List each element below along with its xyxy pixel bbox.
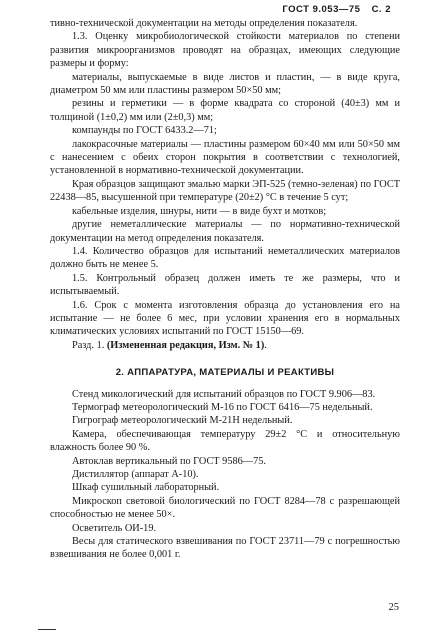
- document-body: [50, 17, 400, 562]
- equipment-item: Гигрограф метеорологический М-21Н недельный.: [72, 415, 293, 427]
- equipment-item: Микроскоп световой биологический по ГОСТ 8284—78 с разрешающей способностью не менее 50×.: [50, 495, 400, 521]
- equipment-item: Автоклав вертикальный по ГОСТ 9586—75.: [72, 455, 266, 467]
- corner-mark: [38, 629, 56, 630]
- equipment-item: Весы для статического взвешивания по ГОСТ 23711—79 с погрешностью взвешивания не более 0,001 г.: [50, 536, 400, 561]
- paragraph: тивно-технической документации на методы определения показателя.: [50, 18, 358, 29]
- section-title: 2. АППАРАТУРА, МАТЕРИАЛЫ И РЕАКТИВЫ: [115, 367, 335, 379]
- paragraph: 1.6. Срок с момента изготовления образца до установления его на испытание — не более 6 мес, при условии хранения его в нормальных климатических условиях испытаний по ГОСТ 15150—69.: [50, 299, 400, 338]
- paragraph: 1.5. Контрольный образец должен иметь те же размеры, что и испытываемый.: [50, 272, 400, 298]
- amendment-bold: (Измененная редакция, Изм. № 1): [106, 339, 265, 351]
- paragraph: Края образцов защищают эмалью марки ЭП-525 (темно-зеленая) по ГОСТ 22438—85, высушенной при температуре (20±2) °С в течение 5 сут;: [50, 178, 400, 204]
- paragraph: 1.3. Оценку микробиологической стойкости материалов по степени развития микроорганизмов проводят на образцах, имеющих следующие размеры и форму:: [50, 31, 400, 70]
- equipment-item: Стенд микологический для испытаний образцов по ГОСТ 9.906—83.: [72, 388, 376, 400]
- standard-number: ГОСТ 9.053—75: [282, 4, 361, 15]
- equipment-item: Термограф метеорологический М-16 по ГОСТ 6416—75 недельный.: [72, 401, 373, 413]
- amendment-prefix: Разд. 1.: [72, 339, 107, 351]
- paragraph: резины и герметики — в форме квадрата со стороной (40±3) мм и толщиной (1±0,2) мм или (2±0,3) мм;: [50, 98, 400, 123]
- paragraph: 1.4. Количество образцов для испытаний неметаллических материалов должно быть не менее 5.: [50, 245, 400, 271]
- paragraph: другие неметаллические материалы — по нормативно-технической документации на метод определения показателя.: [50, 219, 400, 244]
- paragraph: кабельные изделия, шнуры, нити — в виде бухт и мотков;: [72, 205, 327, 217]
- paragraph: материалы, выпускаемые в виде листов и пластин, — в виде круга, диаметром 50 мм или пластины размером 50×50 мм;: [50, 71, 400, 97]
- equipment-item: Камера, обеспечивающая температуру 29±2 °С и относительную влажность более 90 %.: [50, 428, 400, 454]
- equipment-item: Осветитель ОИ-19.: [72, 522, 157, 534]
- equipment-item: Дистиллятор (аппарат А-10).: [72, 469, 199, 480]
- page-indicator: С. 2: [371, 4, 391, 15]
- amendment-note: [50, 339, 400, 352]
- amendment-suffix: .: [264, 339, 267, 351]
- page-header: [274, 4, 391, 15]
- page-number: 25: [388, 602, 399, 613]
- paragraph: компаунды по ГОСТ 6433.2—71;: [72, 125, 217, 137]
- paragraph: лакокрасочные материалы — пластины размером 60×40 мм или 50×50 мм с нанесением с обеих сторон покрытия в соответствии с технологией, установленной в нормативно-технической документации.: [50, 138, 400, 177]
- equipment-item: Шкаф сушильный лабораторный.: [72, 482, 220, 494]
